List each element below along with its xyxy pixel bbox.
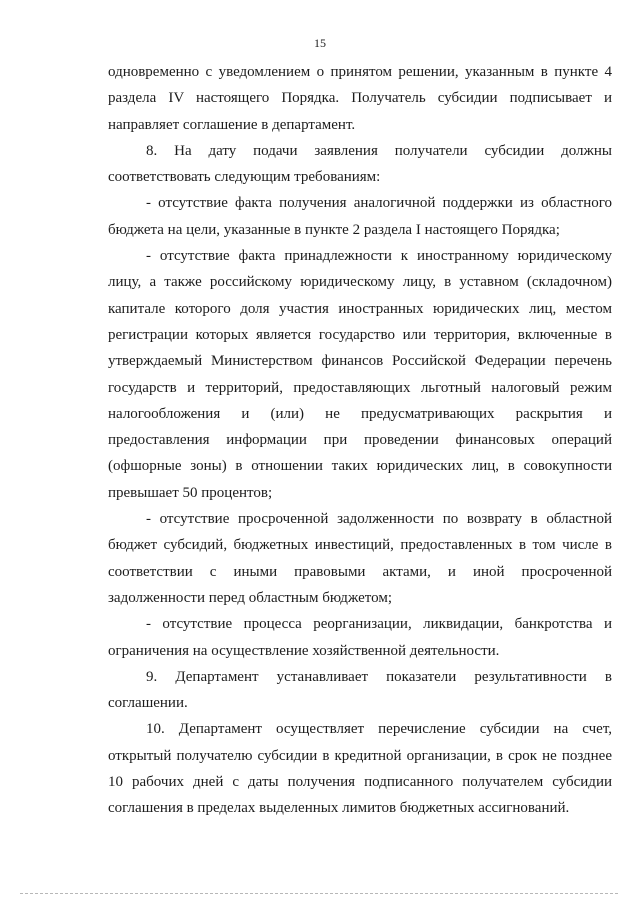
paragraph-requirement-not-foreign-entity: - отсутствие факта принадлежности к иностранному юридическому лицу, а также российскому юридическому лицу, в уставном (складочном) капитале которого доля участия иностранных юридических лиц, местом регистрации которых является государство или территория, включенные в утверждаемый Министерством финансов Российской Федерации перечень государств и территорий, предоставляющих льготный налоговый режим налогообложения и (или) не предусматривающих раскрытия и предоставления информации при проведении финансовых операций (офшорные зоны) в отношении таких юридических лиц, в совокупности превышает 50 процентов; <box>108 248 612 501</box>
page-number: 15 <box>314 36 326 50</box>
paragraph-continuation: одновременно с уведомлением о принятом решении, указанным в пункте 4 раздела IV настоящего Порядка. Получатель субсидии подписывает и направляет соглашение в департамент. <box>108 64 612 133</box>
scan-edge-line <box>20 893 618 894</box>
paragraph-requirement-no-overdue-debt: - отсутствие просроченной задолженности по возврату в областной бюджет субсидий, бюджетных инвестиций, предоставленных в том числе в соответствии с иными правовыми актами, и иной просроченной задолженности перед областным бюджетом; <box>108 511 612 606</box>
paragraph-item-9: 9. Департамент устанавливает показатели результативности в соглашении. <box>108 668 612 712</box>
paragraph-requirement-no-similar-support: - отсутствие факта получения аналогичной поддержки из областного бюджета на цели, указанные в пункте 2 раздела I настоящего Порядка; <box>108 195 612 238</box>
document-body <box>108 59 612 822</box>
paragraph-item-8: 8. На дату подачи заявления получатели субсидии должны соответствовать следующим требованиям: <box>108 142 612 186</box>
paragraph-item-10: 10. Департамент осуществляет перечисление субсидии на счет, открытый получателю субсидии в кредитной организации, в срок не позднее 10 рабочих дней с даты получения подписанного получателем субсидии соглашения в пределах выделенных лимитов бюджетных ассигнований. <box>108 721 612 817</box>
paragraph-requirement-no-reorganization: - отсутствие процесса реорганизации, ликвидации, банкротства и ограничения на осуществление хозяйственной деятельности. <box>108 616 612 659</box>
